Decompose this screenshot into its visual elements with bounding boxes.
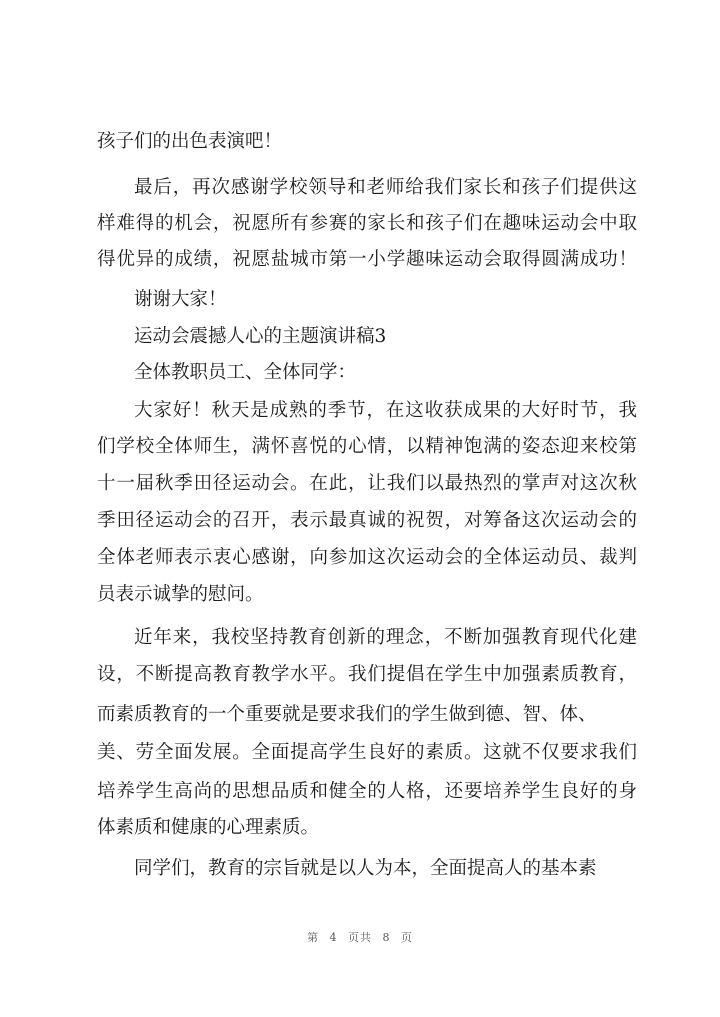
- section-heading: 运动会震撼人心的主题演讲稿3: [134, 326, 387, 347]
- text-line: 设，不断提高教育教学水平。我们提倡在学生中加强素质教育，: [97, 664, 637, 685]
- text-line: 季田径运动会的召开，表示最真诚的祝贺，对筹备这次运动会的: [97, 510, 637, 531]
- text-line: 得优异的成绩，祝愿盐城市第一小学趣味运动会取得圆满成功！: [97, 249, 637, 270]
- page-footer: [0, 929, 720, 945]
- text-line: 全体教职员工、全体同学：: [134, 362, 357, 383]
- text-line: 近年来，我校坚持教育创新的理念，不断加强教育现代化建: [134, 627, 637, 648]
- text-line: 十一届秋季田径运动会。在此，让我们以最热烈的掌声对这次秋: [97, 473, 637, 494]
- footer-middle: 页共: [348, 931, 372, 944]
- text-line: 孩子们的出色表演吧！: [97, 131, 283, 152]
- text-line: 同学们，教育的宗旨就是以人为本，全面提高人的基本素: [134, 858, 597, 879]
- text-line: 样难得的机会，祝愿所有参赛的家长和孩子们在趣味运动会中取: [97, 213, 637, 234]
- text-line: 美、劳全面发展。全面提高学生良好的素质。这就不仅要求我们: [97, 742, 637, 763]
- text-line: 大家好！秋天是成熟的季节，在这收获成果的大好时节，我: [134, 400, 637, 421]
- text-line: 培养学生高尚的思想品质和健全的人格，还要培养学生良好的身: [97, 781, 637, 802]
- text-line: 体素质和健康的心理素质。: [97, 817, 320, 838]
- footer-total-pages: 8: [382, 931, 391, 944]
- text-line: 谢谢大家！: [134, 289, 227, 310]
- text-line: 全体老师表示衷心感谢，向参加这次运动会的全体运动员、裁判: [97, 547, 637, 568]
- text-line: 员表示诚挚的慰问。: [97, 584, 264, 605]
- footer-prefix: 第: [307, 931, 319, 944]
- text-line: 而素质教育的一个重要就是要求我们的学生做到德、智、体、: [97, 704, 597, 725]
- footer-suffix: 页: [401, 931, 413, 944]
- footer-page-number: 4: [329, 931, 338, 944]
- text-line: 最后，再次感谢学校领导和老师给我们家长和孩子们提供这: [134, 177, 637, 198]
- text-line: 们学校全体师生，满怀喜悦的心情，以精神饱满的姿态迎来校第: [97, 436, 637, 457]
